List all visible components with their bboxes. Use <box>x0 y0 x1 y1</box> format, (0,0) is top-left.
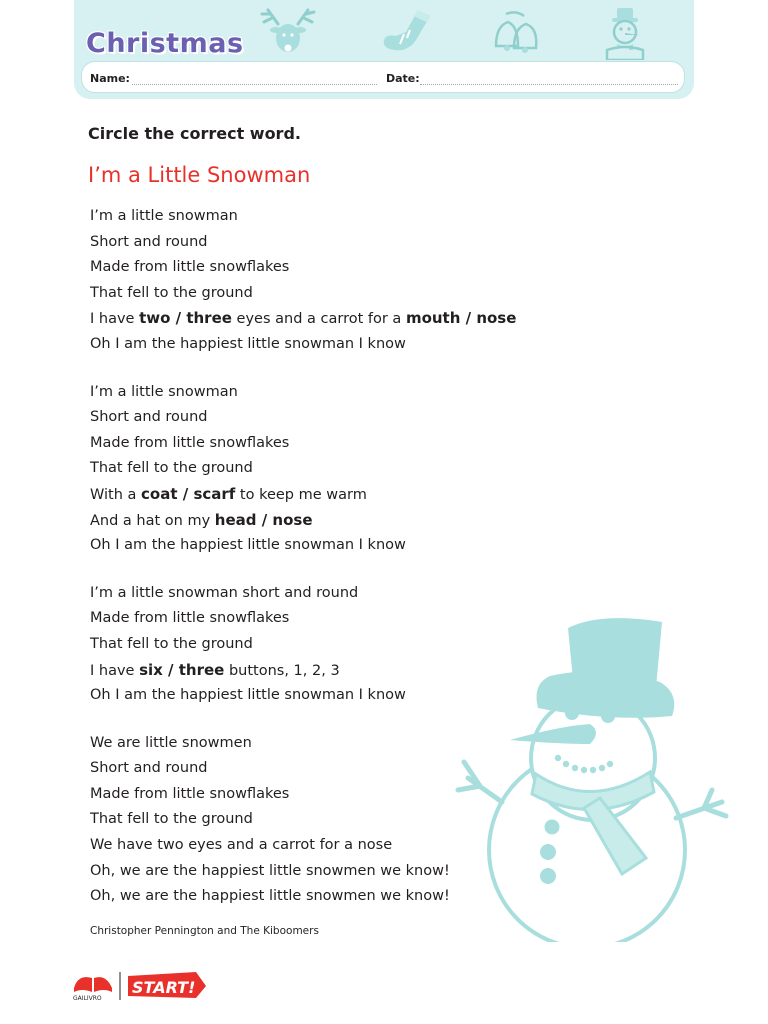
lyric-text: Made from little snowflakes <box>90 785 290 802</box>
lyric-line <box>90 456 560 482</box>
song-title: I’m a Little Snowman <box>88 163 311 187</box>
brand-logo: START! <box>132 978 196 997</box>
lyric-line <box>90 332 560 358</box>
lyric-text: to keep me warm <box>235 486 367 503</box>
publisher-name: GAILIVRO <box>73 995 102 1002</box>
lyric-line <box>90 230 560 256</box>
lyric-text: Short and round <box>90 233 208 250</box>
lyric-text: Oh I am the happiest little snowman I know <box>90 335 406 352</box>
reindeer-icon <box>254 2 324 56</box>
lyric-text: I’m a little snowman <box>90 208 238 224</box>
lyric-text: Made from little snowflakes <box>90 610 290 627</box>
stocking-icon <box>374 4 436 54</box>
word-choice[interactable]: mouth / nose <box>405 309 517 328</box>
lyric-text: That fell to the ground <box>90 460 253 477</box>
lyric-text: Made from little snowflakes <box>90 259 290 276</box>
snowman-illustration <box>450 612 740 942</box>
name-date-bar <box>81 61 685 93</box>
song-credit: Christopher Pennington and The Kiboomers <box>90 925 319 937</box>
lyric-line <box>90 380 560 406</box>
lyric-line <box>90 482 560 508</box>
lyric-line <box>90 431 560 457</box>
lyric-text: Oh, we are the happiest little snowmen we know! <box>90 862 450 879</box>
lyric-text: We have two eyes and a carrot for a nose <box>90 837 393 854</box>
lyric-text: Short and round <box>90 409 208 426</box>
lyric-text: Oh, we are the happiest little snowmen we know! <box>90 888 450 905</box>
lyric-text: Short and round <box>90 760 208 777</box>
word-choice[interactable]: coat / scarf <box>141 484 236 503</box>
lyric-line <box>90 405 560 431</box>
lyric-line <box>90 508 560 534</box>
lyric-text: eyes and a carrot for a <box>231 311 406 328</box>
lyric-line <box>90 581 560 607</box>
verse-gap <box>90 358 560 380</box>
worksheet-header <box>74 0 694 99</box>
lyric-text: We are little snowmen <box>90 734 252 751</box>
lyric-text: That fell to the ground <box>90 811 253 828</box>
verse-gap <box>90 559 560 581</box>
lyric-text: And a hat on my <box>90 512 215 529</box>
word-choice[interactable]: two / three <box>139 309 232 328</box>
lyric-line <box>90 255 560 281</box>
date-field[interactable] <box>420 84 678 85</box>
lyric-text: Oh I am the happiest little snowman I know <box>90 537 406 554</box>
lyric-line <box>90 281 560 307</box>
date-label: Date: <box>386 72 420 85</box>
lyric-line <box>90 204 560 230</box>
word-choice[interactable]: head / nose <box>214 510 313 529</box>
lyric-line <box>90 306 560 332</box>
lyric-text: I’m a little snowman short and round <box>90 584 359 601</box>
lyric-text: Made from little snowflakes <box>90 434 290 451</box>
worksheet-title: Christmas <box>86 28 244 59</box>
publisher-logo <box>72 968 212 1004</box>
snowman-icon <box>599 4 669 60</box>
lyric-text: I have <box>90 311 140 328</box>
name-label: Name: <box>90 72 130 85</box>
lyric-text: buttons, 1, 2, 3 <box>224 662 340 679</box>
lyric-text: Oh I am the happiest little snowman I know <box>90 687 406 704</box>
lyric-text: That fell to the ground <box>90 635 253 652</box>
bells-icon <box>486 8 548 56</box>
lyric-text: I’m a little snowman <box>90 383 238 400</box>
lyric-line <box>90 533 560 559</box>
lyric-text: With a <box>90 486 142 503</box>
name-field[interactable] <box>132 84 377 85</box>
instruction-text: Circle the correct word. <box>88 124 301 143</box>
lyric-text: That fell to the ground <box>90 284 253 301</box>
word-choice[interactable]: six / three <box>139 660 225 679</box>
lyric-text: I have <box>90 662 140 679</box>
